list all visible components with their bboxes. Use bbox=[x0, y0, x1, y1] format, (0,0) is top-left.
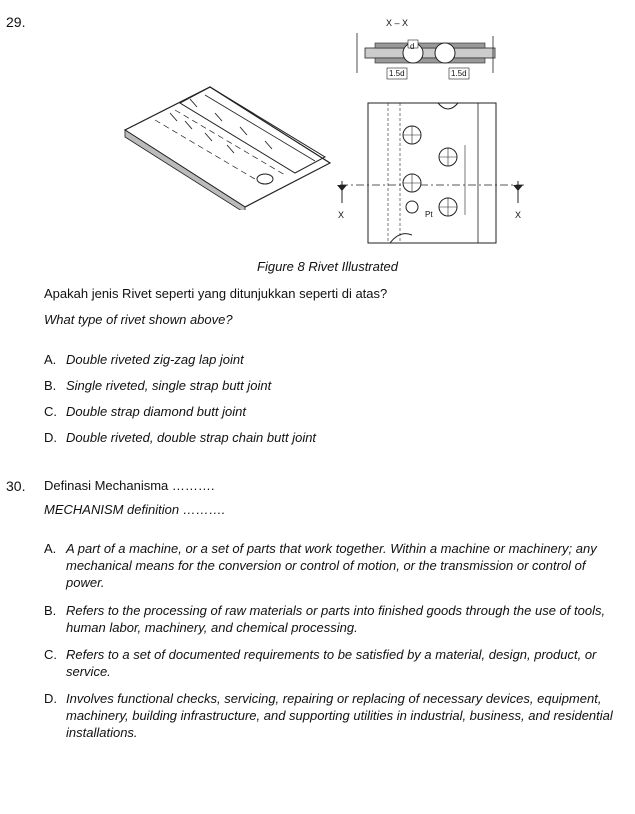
option-text: Double riveted, double strap chain butt joint bbox=[66, 430, 317, 445]
x-mark-left: X bbox=[338, 210, 345, 220]
question-30-english: MECHANISM definition ………. bbox=[44, 502, 226, 517]
option-text: Single riveted, single strap butt joint bbox=[66, 378, 272, 393]
option-letter: B. bbox=[44, 378, 57, 393]
question-29-number: 29. bbox=[6, 14, 26, 30]
x-mark-right: X bbox=[515, 210, 522, 220]
rivet-isometric-drawing bbox=[115, 75, 340, 210]
pitch-label: Pt bbox=[425, 210, 433, 219]
option-text: A part of a machine, or a set of parts that work together. Within a machine or machinery; any mechanical means for the conversion or control of motion, or the transmission or control of power. bbox=[66, 541, 597, 590]
section-view-drawing bbox=[345, 28, 505, 83]
dim-d-label: d bbox=[410, 42, 415, 51]
plan-view-drawing bbox=[330, 95, 530, 245]
option-text: Refers to a set of documented requirements to be satisfied by a material, design, product, or service. bbox=[66, 647, 597, 679]
option-text: Refers to the processing of raw materials or parts into finished goods through the use of tools, human labor, machinery, and chemical processing. bbox=[66, 603, 606, 635]
option-text: Involves functional checks, servicing, repairing or replacing of necessary devices, equipment, machinery, building infrastructure, and supporting utilities in industrial, business, and residential installations. bbox=[66, 691, 613, 740]
question-30-number: 30. bbox=[6, 478, 26, 494]
option-letter: C. bbox=[44, 404, 57, 419]
option-letter: B. bbox=[44, 603, 57, 618]
dim-right-label: 1.5d bbox=[451, 69, 467, 78]
option-letter: D. bbox=[44, 430, 57, 445]
question-29-english: What type of rivet shown above? bbox=[44, 312, 233, 327]
section-label: X – X bbox=[386, 18, 409, 28]
question-30-malay: Definasi Mechanisma ………. bbox=[44, 478, 215, 493]
option-text: Double riveted zig-zag lap joint bbox=[66, 352, 244, 367]
question-29-malay: Apakah jenis Rivet seperti yang ditunjukkan seperti di atas? bbox=[44, 286, 388, 301]
figure-caption: Figure 8 Rivet Illustrated bbox=[257, 259, 398, 274]
option-letter: C. bbox=[44, 647, 57, 662]
option-letter: A. bbox=[44, 541, 57, 556]
option-letter: A. bbox=[44, 352, 57, 367]
option-letter: D. bbox=[44, 691, 57, 706]
dim-left-label: 1.5d bbox=[389, 69, 405, 78]
option-text: Double strap diamond butt joint bbox=[66, 404, 246, 419]
